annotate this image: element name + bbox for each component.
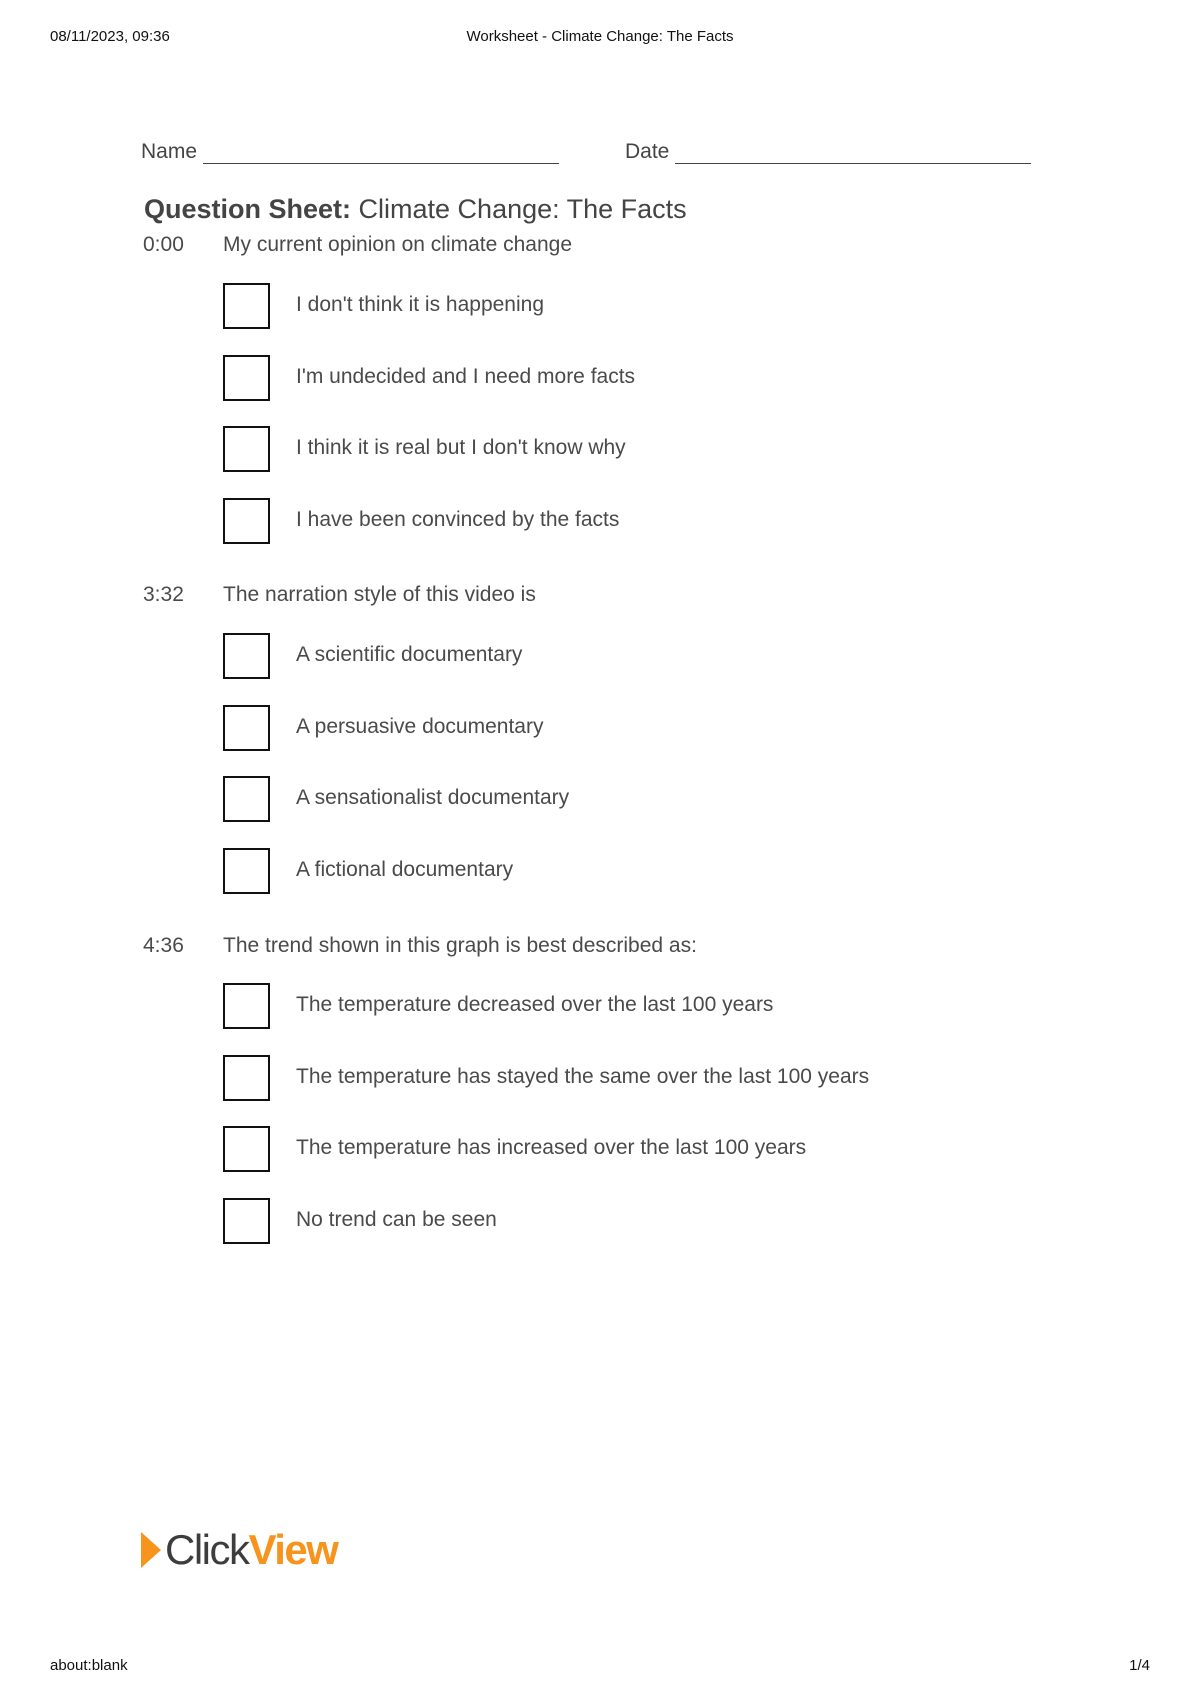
- name-blank-line[interactable]: [203, 141, 559, 164]
- logo-word-click: Click: [165, 1526, 249, 1573]
- date-label: Date: [625, 140, 670, 163]
- option-label: A fictional documentary: [296, 857, 514, 881]
- option-label: The temperature has increased over the last 100 years: [296, 1136, 807, 1159]
- print-url: about:blank: [50, 1657, 128, 1674]
- option-row: [143, 983, 1043, 1055]
- question-timestamp: 0:00: [143, 233, 184, 256]
- question-header: [143, 934, 1043, 964]
- option-checkbox[interactable]: [223, 776, 270, 822]
- question-timestamp: 4:36: [143, 934, 184, 957]
- question-header: [143, 233, 1043, 263]
- print-footer: [0, 1657, 1200, 1679]
- name-field[interactable]: [141, 140, 559, 164]
- option-row: [143, 426, 1043, 498]
- option-row: [143, 498, 1043, 570]
- option-label: A sensationalist documentary: [296, 786, 570, 809]
- option-row: [143, 1126, 1043, 1198]
- option-checkbox[interactable]: [223, 355, 270, 401]
- option-checkbox[interactable]: [223, 498, 270, 544]
- question-2: [143, 583, 1043, 919]
- option-row: [143, 776, 1043, 848]
- option-row: [143, 283, 1043, 355]
- option-label: I have been convinced by the facts: [296, 507, 620, 531]
- question-text: My current opinion on climate change: [223, 233, 573, 256]
- option-checkbox[interactable]: [223, 633, 270, 679]
- name-label: Name: [141, 140, 198, 163]
- option-checkbox[interactable]: [223, 983, 270, 1029]
- option-label: I don't think it is happening: [296, 293, 545, 316]
- question-text: The narration style of this video is: [223, 583, 536, 606]
- question-3: [143, 934, 1043, 1269]
- option-label: The temperature decreased over the last 100 years: [296, 993, 774, 1016]
- option-row: [143, 705, 1043, 777]
- clickview-logo: [141, 1528, 337, 1572]
- sheet-title: [144, 194, 687, 225]
- option-checkbox[interactable]: [223, 1055, 270, 1101]
- option-checkbox[interactable]: [223, 283, 270, 329]
- option-checkbox[interactable]: [223, 426, 270, 472]
- logo-word-view: View: [248, 1526, 338, 1573]
- option-checkbox[interactable]: [223, 705, 270, 751]
- sheet-title-bold: Question Sheet:: [144, 194, 352, 224]
- option-label: A persuasive documentary: [296, 714, 544, 738]
- print-datetime: 08/11/2023, 09:36: [50, 28, 170, 45]
- option-label: I'm undecided and I need more facts: [296, 364, 636, 388]
- option-label: A scientific documentary: [296, 643, 523, 666]
- option-row: [143, 633, 1043, 705]
- play-triangle-icon: [141, 1532, 161, 1568]
- sheet-title-rest: Climate Change: The Facts: [351, 194, 687, 224]
- option-checkbox[interactable]: [223, 848, 270, 894]
- print-page-title: Worksheet - Climate Change: The Facts: [466, 28, 734, 45]
- option-label: The temperature has stayed the same over the last 100 years: [296, 1064, 870, 1088]
- name-date-row: [141, 140, 1041, 170]
- option-row: [143, 1055, 1043, 1127]
- option-row: [143, 355, 1043, 427]
- question-timestamp: 3:32: [143, 583, 184, 606]
- option-row: [143, 1198, 1043, 1270]
- date-field[interactable]: [625, 140, 1031, 164]
- logo-wordmark: [165, 1528, 337, 1572]
- date-blank-line[interactable]: [675, 141, 1031, 164]
- option-label: No trend can be seen: [296, 1207, 497, 1231]
- print-header: [0, 28, 1200, 50]
- print-page-number: 1/4: [1129, 1657, 1150, 1674]
- question-header: [143, 583, 1043, 613]
- option-checkbox[interactable]: [223, 1198, 270, 1244]
- option-row: [143, 848, 1043, 920]
- question-1: [143, 233, 1043, 569]
- question-text: The trend shown in this graph is best described as:: [223, 934, 697, 957]
- option-checkbox[interactable]: [223, 1126, 270, 1172]
- option-label: I think it is real but I don't know why: [296, 436, 626, 459]
